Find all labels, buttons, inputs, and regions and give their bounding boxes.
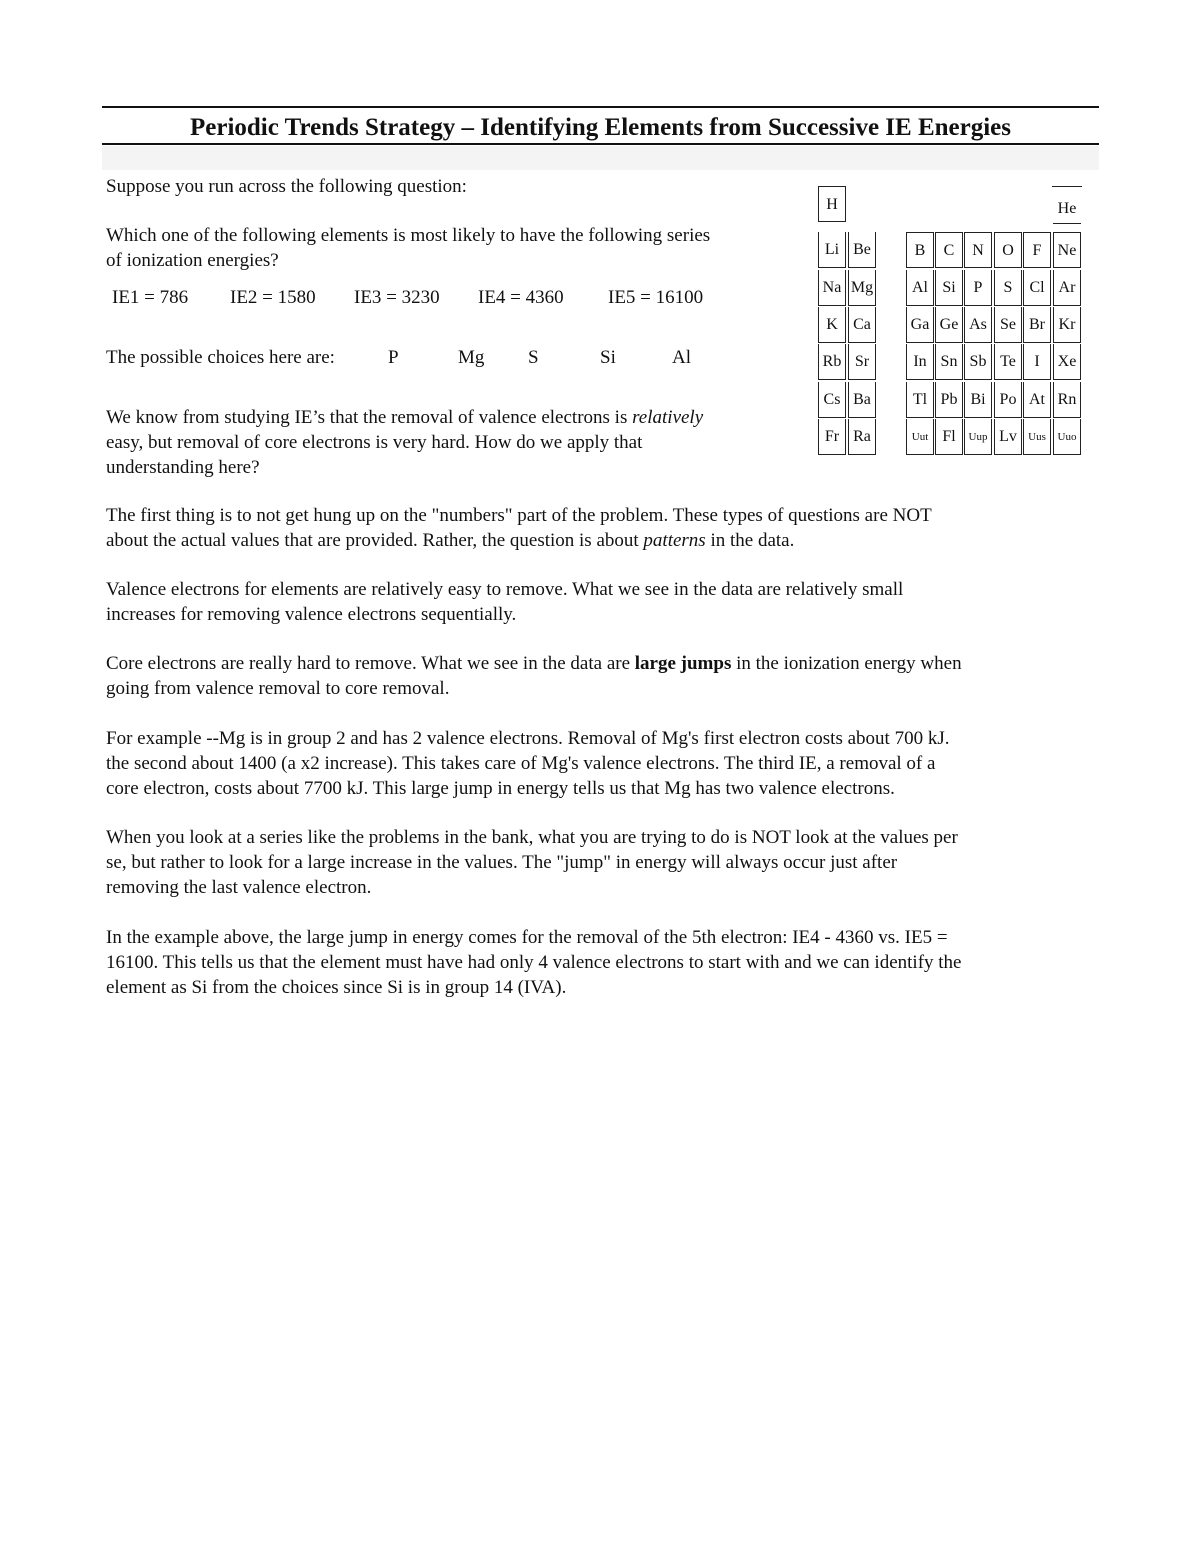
para-text: When you look at a series like the problems in the bank, what you are trying to do is NOT look at the values per — [106, 827, 958, 848]
element-cell-se: Se — [994, 307, 1022, 343]
element-cell-at: At — [1023, 382, 1051, 418]
paragraph-mg-example — [106, 726, 949, 801]
para-text: about the actual values that are provided. Rather, the question is about — [106, 530, 644, 551]
choice-item: Al — [672, 347, 691, 368]
para-emphasis: relatively — [632, 407, 704, 428]
he-cap-line — [1052, 186, 1082, 187]
element-cell-kr: Kr — [1053, 307, 1081, 343]
element-cell-li: Li — [818, 232, 846, 268]
para-text: element as Si from the choices since Si is in group 14 (IVA). — [106, 977, 567, 998]
choice-item: S — [528, 347, 539, 368]
element-cell-na: Na — [818, 270, 846, 306]
para-text: For example --Mg is in group 2 and has 2 valence electrons. Removal of Mg's first electron costs about 700 kJ. — [106, 728, 950, 749]
ie-value: IE2 = 1580 — [230, 287, 316, 308]
element-cell-cl: Cl — [1023, 270, 1051, 306]
element-cell-ne: Ne — [1053, 232, 1081, 268]
element-cell-ar: Ar — [1053, 270, 1081, 306]
para-text: removing the last valence electron. — [106, 877, 372, 898]
para-text: Core electrons are really hard to remove. What we see in the data are — [106, 653, 635, 674]
paragraph-valence-core — [106, 405, 703, 480]
para-text: The first thing is to not get hung up on the "numbers" part of the problem. These types of questions are NOT — [106, 505, 932, 526]
element-cell-i: I — [1023, 344, 1051, 380]
para-emphasis: patterns — [643, 530, 706, 551]
para-text: the second about 1400 (a x2 increase). This takes care of Mg's valence electrons. The third IE, a removal of a — [106, 753, 936, 774]
element-cell-be: Be — [848, 232, 876, 268]
title-band — [102, 146, 1099, 170]
intro-text: Suppose you run across the following question: — [106, 176, 467, 197]
element-cell-ba: Ba — [848, 382, 876, 418]
element-cell-as: As — [964, 307, 992, 343]
para-text: easy, but removal of core electrons is very hard. How do we apply that — [106, 432, 643, 453]
element-cell-pb: Pb — [935, 382, 963, 418]
question-line: Which one of the following elements is most likely to have the following series — [106, 225, 711, 246]
para-text: going from valence removal to core removal. — [106, 678, 450, 699]
element-cell-ra: Ra — [848, 419, 876, 455]
element-cell-ca: Ca — [848, 307, 876, 343]
element-cell-br: Br — [1023, 307, 1051, 343]
paragraph-series — [106, 825, 958, 900]
para-text: 16100. This tells us that the element must have had only 4 valence electrons to start with and we can identify the — [106, 952, 962, 973]
choices-label: The possible choices here are: — [106, 347, 335, 368]
para-text: in the ionization energy when — [731, 653, 962, 674]
element-cell-b: B — [906, 232, 934, 268]
element-cell-he: He — [1053, 194, 1081, 224]
element-cell-uus: Uus — [1023, 419, 1051, 455]
element-cell-h: H — [818, 186, 846, 222]
element-cell-sb: Sb — [964, 344, 992, 380]
para-text: In the example above, the large jump in energy comes for the removal of the 5th electron: IE4 - 4360 vs. IE5 = — [106, 927, 948, 948]
element-cell-o: O — [994, 232, 1022, 268]
ie-value: IE1 = 786 — [112, 287, 189, 308]
para-text: in the data. — [705, 530, 795, 551]
element-cell-rn: Rn — [1053, 382, 1081, 418]
para-text: core electron, costs about 7700 kJ. This large jump in energy tells us that Mg has two valence electrons. — [106, 778, 895, 799]
element-cell-fr: Fr — [818, 419, 846, 455]
page-title: Periodic Trends Strategy – Identifying Elements from Successive IE Energies — [189, 114, 1011, 141]
choice-item: P — [388, 347, 399, 368]
title-rule-top — [102, 106, 1099, 108]
para-text: se, but rather to look for a large increase in the values. The "jump" in energy will always occur just after — [106, 852, 898, 873]
paragraph-conclusion — [106, 925, 961, 1000]
element-cell-s: S — [994, 270, 1022, 306]
choices-row — [0, 345, 800, 370]
element-cell-bi: Bi — [964, 382, 992, 418]
element-cell-f: F — [1023, 232, 1051, 268]
para-text: increases for removing valence electrons sequentially. — [106, 604, 517, 625]
element-cell-k: K — [818, 307, 846, 343]
para-text: We know from studying IE’s that the removal of valence electrons is — [106, 407, 633, 428]
element-cell-sr: Sr — [848, 344, 876, 380]
para-text: understanding here? — [106, 457, 260, 478]
element-cell-ge: Ge — [935, 307, 963, 343]
element-cell-po: Po — [994, 382, 1022, 418]
para-text: Valence electrons for elements are relatively easy to remove. What we see in the data are relatively small — [106, 579, 904, 600]
question-text — [106, 223, 710, 273]
ie-values-row — [0, 285, 800, 310]
element-cell-te: Te — [994, 344, 1022, 380]
periodic-table — [818, 186, 1082, 450]
element-cell-uup: Uup — [964, 419, 992, 455]
choice-item: Si — [600, 347, 616, 368]
element-cell-lv: Lv — [994, 419, 1022, 455]
ie-value: IE5 = 16100 — [608, 287, 704, 308]
para-strong: large jumps — [634, 653, 732, 674]
element-cell-tl: Tl — [906, 382, 934, 418]
element-cell-si: Si — [935, 270, 963, 306]
element-cell-uuo: Uuo — [1053, 419, 1081, 455]
element-cell-p: P — [964, 270, 992, 306]
element-cell-sn: Sn — [935, 344, 963, 380]
paragraph-valence-easy — [106, 577, 903, 627]
title-rule-bottom — [102, 143, 1099, 145]
element-cell-n: N — [964, 232, 992, 268]
ie-value: IE4 = 4360 — [478, 287, 564, 308]
paragraph-patterns — [106, 503, 932, 553]
element-cell-mg: Mg — [848, 270, 876, 306]
element-cell-in: In — [906, 344, 934, 380]
ie-value: IE3 = 3230 — [354, 287, 440, 308]
element-cell-c: C — [935, 232, 963, 268]
element-cell-al: Al — [906, 270, 934, 306]
element-cell-fl: Fl — [935, 419, 963, 455]
paragraph-core-hard — [106, 651, 962, 701]
element-cell-ga: Ga — [906, 307, 934, 343]
element-cell-xe: Xe — [1053, 344, 1081, 380]
element-cell-cs: Cs — [818, 382, 846, 418]
element-cell-uut: Uut — [906, 419, 934, 455]
question-line: of ionization energies? — [106, 250, 279, 271]
element-cell-rb: Rb — [818, 344, 846, 380]
choice-item: Mg — [458, 347, 485, 368]
